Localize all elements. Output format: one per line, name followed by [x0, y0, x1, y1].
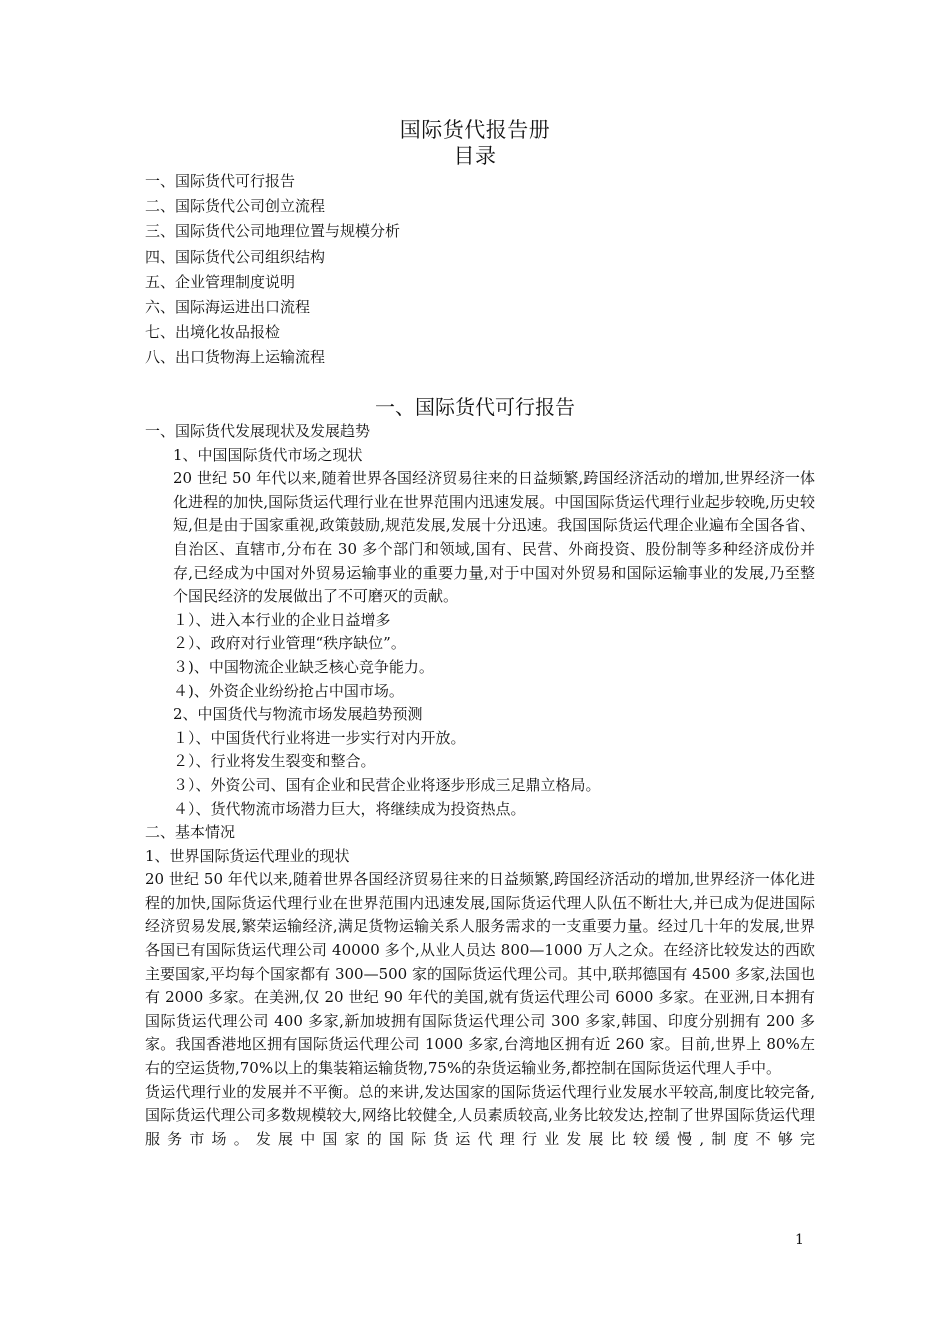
toc-item: 五、企业管理制度说明: [145, 272, 296, 291]
toc-item: 一、国际货代可行报告: [145, 172, 296, 190]
list-item: ４）、货代物流市场潜力巨大，将继续成为投资热点。: [173, 799, 526, 818]
part2-sub-heading: 1、世界国际货运代理业的现状: [145, 846, 350, 865]
section-title: 一、国际货代可行报告: [375, 395, 575, 419]
toc-item: 三、国际货代公司地理位置与规模分析: [145, 222, 401, 241]
list-item: ２）、行业将发生裂变和整合。: [173, 752, 376, 771]
list-item: ３）、外资公司、国有企业和民营企业将逐步形成三足鼎立格局。: [173, 775, 601, 794]
part2-heading: 二、基本情况: [145, 823, 236, 842]
document-title: 国际货代报告册: [399, 118, 551, 142]
toc-item: 四、国际货代公司组织结构: [145, 247, 326, 266]
list-item: ２）、政府对行业管理“秩序缺位”。: [173, 634, 406, 653]
toc-heading: 目录: [453, 144, 497, 168]
sub2-heading: 2、中国货代与物流市场发展趋势预测: [173, 705, 423, 724]
list-item: ４)、外资企业纷纷抢占中国市场。: [173, 681, 404, 700]
sub1-paragraph: 20 世纪 50 年代以来,随着世界各国经济贸易往来的日益频繁,跨国经济活动的增加,世界经济一体化进程的加快,国际货运代理行业在世界范围内迅速发展。中国国际货运代理行业起步较晚,历史较短,但是由于国家重视,政策鼓励,规范发展,发展十分迅速。我国国际货运代理企业遍布全国各省、自治区、直辖市,分布在 30 多个部门和领域,国有、民营、外商投资、股份制等多种经济成份并存,已经成为中国对外贸易运输事业的重要力量,对于中国对外贸易和国际运输事业的发展,乃至整个国民经济的发展做出了不可磨灭的贡献。: [173, 469, 815, 606]
part2-paragraph: 20 世纪 50 年代以来,随着世界各国经济贸易往来的日益频繁,跨国经济活动的增加,世界经济一体化进程的加快,国际货运代理行业在世界范围内迅速发展,国际货运代理人队伍不断壮大,并已成为促进国际经济贸易发展,繁荣运输经济,满足货物运输关系人服务需求的一支重要力量。经过几十年的发展,世界各国已有国际货运代理公司 40000 多个,从业人员达 800—1000 万人之众。在经济比较发达的西欧主要国家,平均每个国家都有 300—500 家的国际货运代理公司。其中,联邦德国有 4500 多家,法国也有 2000 多家。在美洲,仅 20 世纪 90 年代的美国,就有货运代理公司 6000 多家。在亚洲,日本拥有国际货运代理公司 400 多家,新加坡拥有国际货运代理公司 300 多家,韩国、印度分别拥有 200 多家。我国香港地区拥有国际货运代理公司 1000 多家,台湾地区拥有近 260 家。目前,世界上 80%左右的空运货物,70%以上的集装箱运输货物,75%的杂货运输业务,都控制在国际货运代理人手中。: [145, 870, 815, 1078]
part1-heading: 一、国际货代发展现状及发展趋势: [145, 422, 371, 440]
toc-item: 二、国际货代公司创立流程: [145, 197, 326, 216]
list-item: １）、进入本行业的企业日益增多: [173, 610, 391, 629]
list-item: ３)、中国物流企业缺乏核心竞争能力。: [173, 657, 434, 676]
table-of-contents: [145, 169, 400, 371]
document-body: [145, 420, 815, 1151]
sub1-heading: 1、中国国际货代市场之现状: [173, 445, 363, 464]
toc-item: 八、出口货物海上运输流程: [145, 348, 326, 367]
toc-item: 六、国际海运进出口流程: [145, 297, 311, 316]
toc-item: 七、出境化妆品报检: [145, 323, 281, 342]
page-number: 1: [795, 1232, 804, 1248]
list-item: １）、中国货代行业将进一步实行对内开放。: [173, 728, 466, 747]
part2-paragraph: 货运代理行业的发展并不平衡。总的来讲,发达国家的国际货运代理行业发展水平较高,制度比较完备,国际货运代理公司多数规模较大,网络比较健全,人员素质较高,业务比较发达,控制了世界国际货运代理服务市场。发展中国家的国际货运代理行业发展比较缓慢,制度不够完: [145, 1082, 815, 1148]
